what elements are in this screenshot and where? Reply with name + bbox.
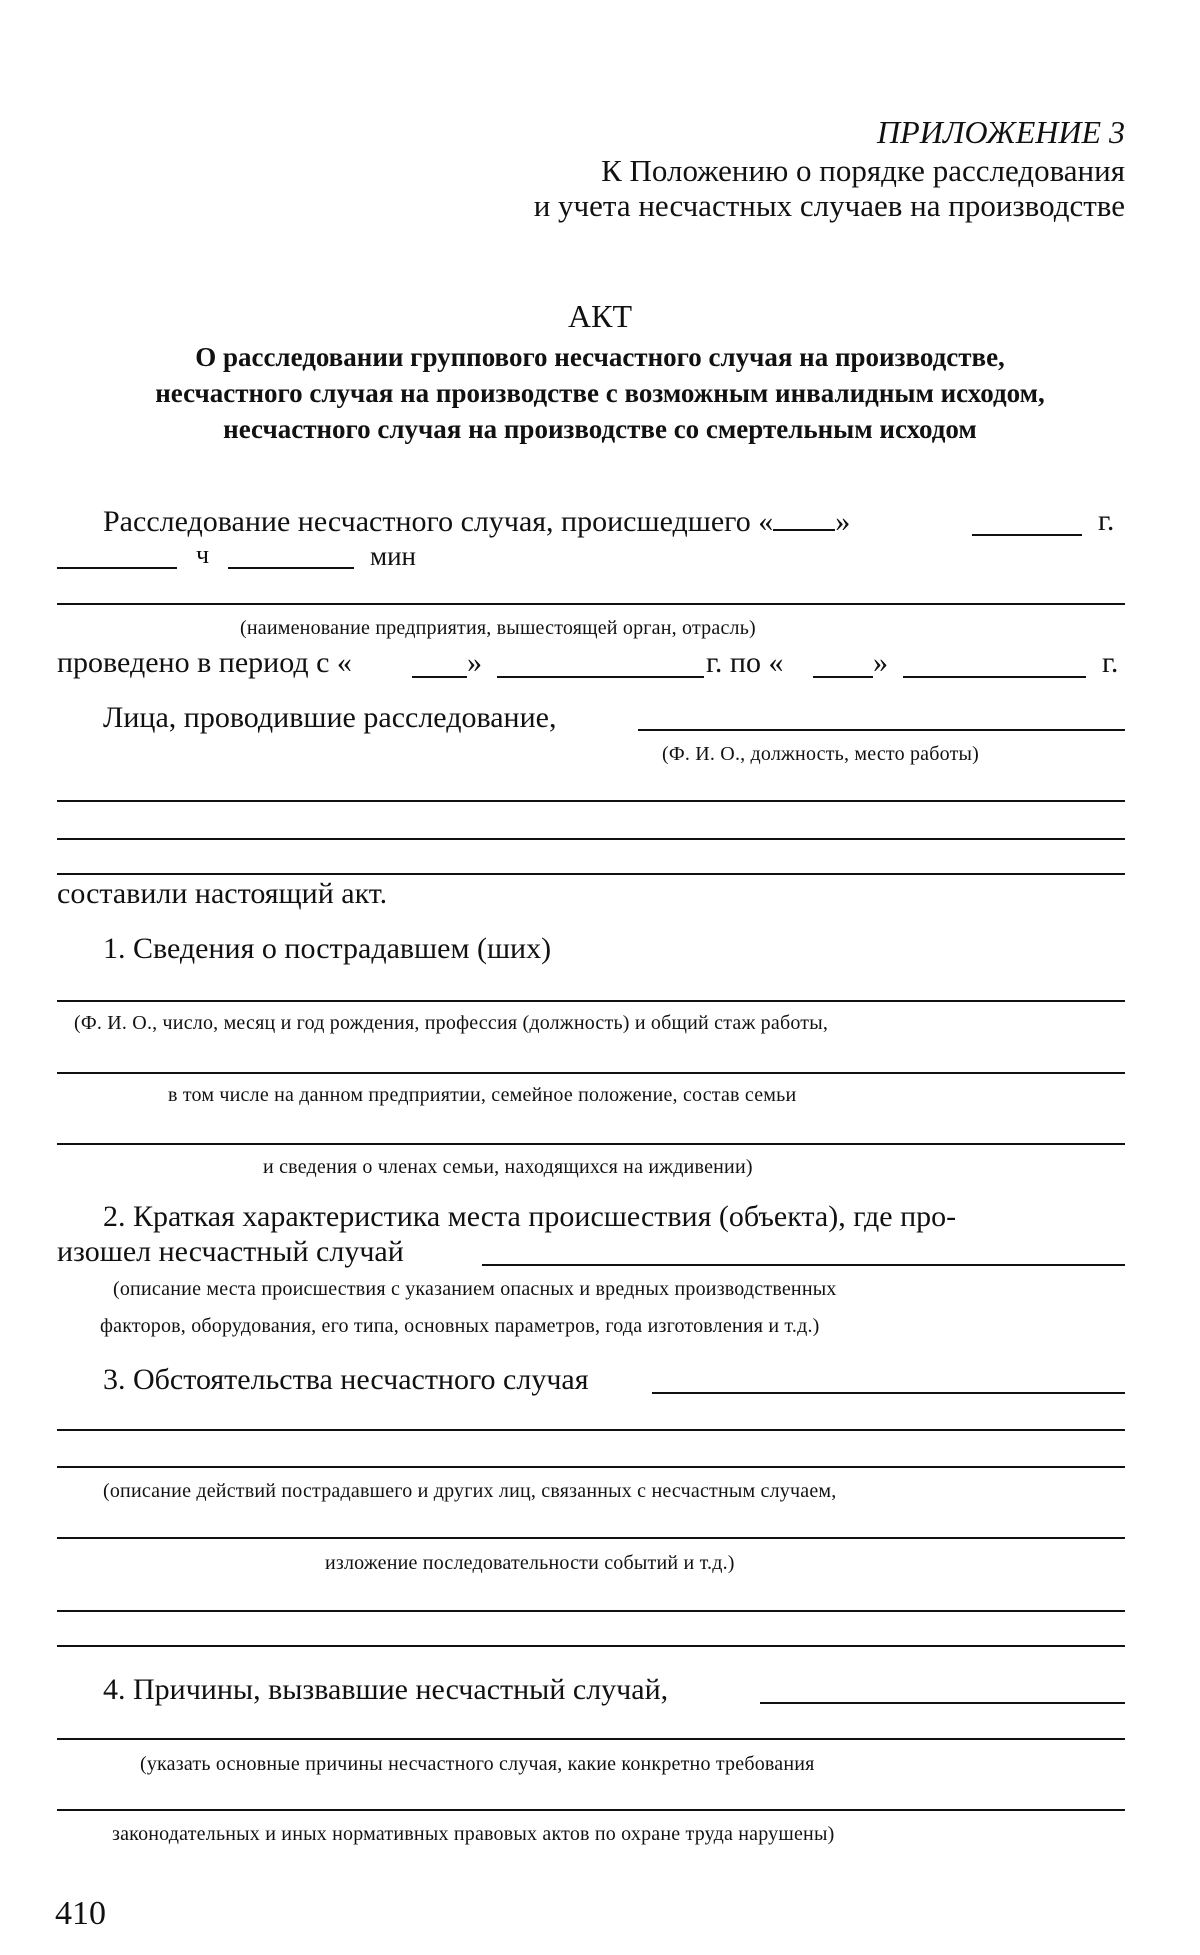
section4-caption-1: (указать основные причины несчастного случая, какие конкретно требования <box>140 1753 815 1775</box>
act-title: АКТ <box>568 298 632 334</box>
persons-line-2[interactable] <box>57 838 1125 840</box>
period-year-suffix: г. <box>1102 646 1119 679</box>
appendix-label: ПРИЛОЖЕНИЕ 3 <box>877 114 1125 150</box>
act-subtitle-2: несчастного случая на производстве с возможным инвалидным исходом, <box>155 378 1045 408</box>
persons-caption: (Ф. И. О., должность, место работы) <box>662 743 980 765</box>
section2-title-2: изошел несчастный случай <box>57 1235 404 1268</box>
section4-line-1[interactable] <box>57 1738 1125 1740</box>
persons-label: Лица, проводившие расследование, <box>103 701 557 734</box>
section4-line-2[interactable] <box>57 1809 1125 1811</box>
minutes-label: мин <box>370 541 416 571</box>
section3-line-1[interactable] <box>57 1429 1125 1431</box>
minutes-field[interactable] <box>228 567 354 569</box>
period-quote-close-1: » <box>467 646 482 679</box>
section3-line-3[interactable] <box>57 1537 1125 1539</box>
quote-close: » <box>835 505 851 538</box>
section4-title: 4. Причины, вызвавшие несчастный случай, <box>103 1673 669 1706</box>
section4-caption-2: законодательных и иных нормативных правовых актов по охране труда нарушены) <box>112 1823 835 1845</box>
hours-label: ч <box>196 540 210 569</box>
enterprise-caption: (наименование предприятия, вышестоящей орган, отрасль) <box>240 617 756 639</box>
section3-line-4[interactable] <box>57 1610 1125 1612</box>
section3-caption-1: (описание действий пострадавшего и других лиц, связанных с несчастным случаем, <box>103 1480 837 1502</box>
period-prefix: проведено в период с « <box>57 646 352 679</box>
section2-title-1: 2. Краткая характеристика места происшествия (объекта), где про- <box>103 1200 957 1233</box>
month-field[interactable] <box>972 534 1082 536</box>
section2-caption-2: факторов, оборудования, его типа, основных параметров, года изготовления и т.д.) <box>100 1315 820 1337</box>
section4-field[interactable] <box>760 1702 1125 1704</box>
investigation-prefix: Расследование несчастного случая, происшедшего « <box>103 505 774 538</box>
section3-field[interactable] <box>652 1392 1125 1394</box>
section3-line-2[interactable] <box>57 1466 1125 1468</box>
section1-line-2[interactable] <box>57 1072 1125 1074</box>
enterprise-field[interactable] <box>57 603 1125 605</box>
persons-field[interactable] <box>638 729 1125 731</box>
section1-caption-1: (Ф. И. О., число, месяц и год рождения, профессия (должность) и общий стаж работы, <box>74 1012 829 1034</box>
compiled-text: составили настоящий акт. <box>57 877 388 910</box>
investigation-line <box>103 503 850 540</box>
period-start-month[interactable] <box>497 676 704 678</box>
section1-caption-2: в том числе на данном предприятии, семейное положение, состав семьи <box>168 1084 797 1106</box>
period-end-day[interactable] <box>813 676 873 678</box>
page-number: 410 <box>55 1895 106 1932</box>
section3-line-5[interactable] <box>57 1645 1125 1647</box>
section1-line-1[interactable] <box>57 1000 1125 1002</box>
year-suffix: г. <box>1098 504 1115 537</box>
period-quote-close-2: » <box>873 646 888 679</box>
section1-line-3[interactable] <box>57 1143 1125 1145</box>
section3-title: 3. Обстоятельства несчастного случая <box>103 1363 589 1396</box>
act-subtitle-3: несчастного случая на производстве со смертельным исходом <box>223 414 977 444</box>
section1-title: 1. Сведения о пострадавшем (ших) <box>103 932 552 965</box>
period-year-by: г. по « <box>706 646 784 679</box>
persons-line-3[interactable] <box>57 873 1125 875</box>
section1-caption-3: и сведения о членах семьи, находящихся на иждивении) <box>263 1156 753 1178</box>
day-field[interactable] <box>773 503 835 531</box>
section2-caption-1: (описание места происшествия с указанием опасных и вредных производственных <box>113 1278 837 1300</box>
section2-field[interactable] <box>482 1264 1125 1266</box>
period-end-month[interactable] <box>903 676 1086 678</box>
appendix-line-1: К Положению о порядке расследования <box>601 153 1125 188</box>
section3-caption-2: изложение последовательности событий и т.д.) <box>325 1552 735 1574</box>
period-start-day[interactable] <box>412 676 467 678</box>
appendix-line-2: и учета несчастных случаев на производстве <box>533 188 1125 223</box>
persons-line-1[interactable] <box>57 800 1125 802</box>
hours-field[interactable] <box>57 567 177 569</box>
act-subtitle-1: О расследовании группового несчастного случая на производстве, <box>195 342 1005 372</box>
